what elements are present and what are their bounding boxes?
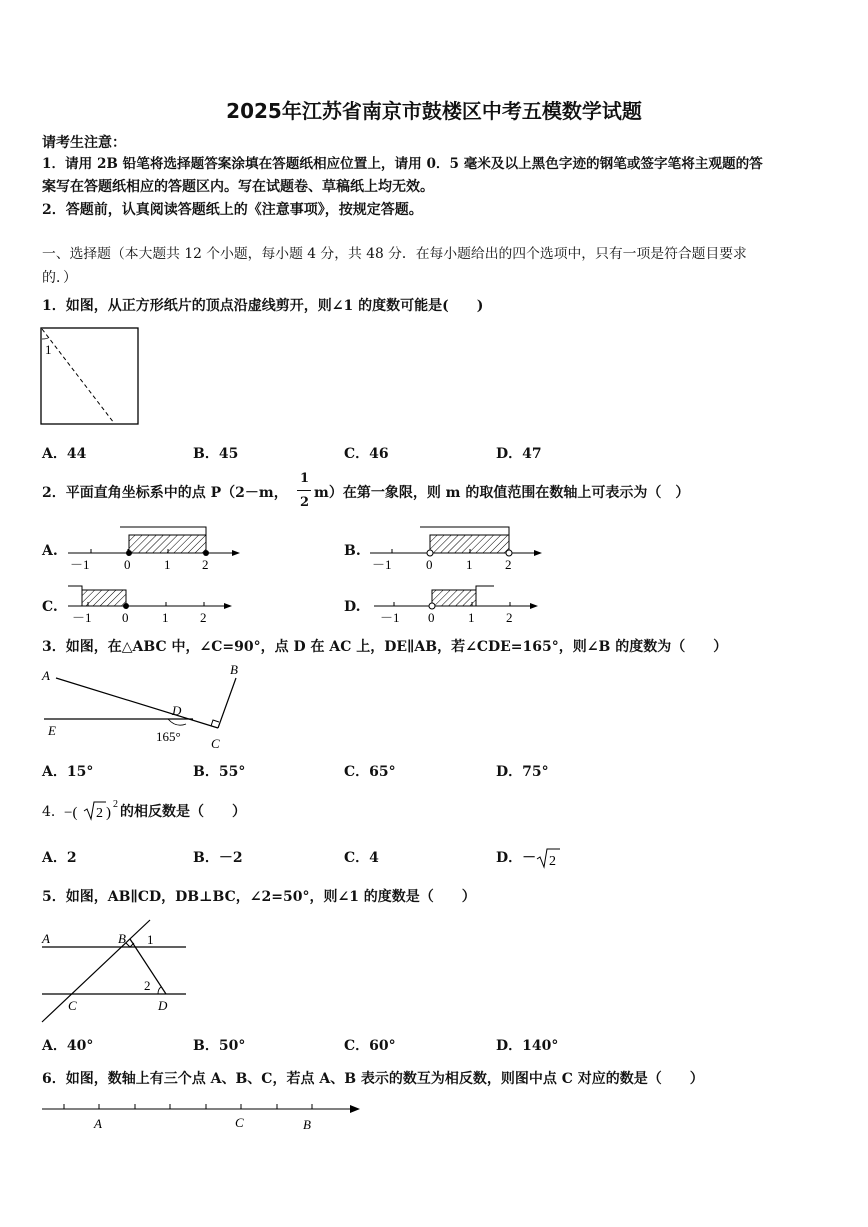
q5-option-d[interactable]: D．140° xyxy=(496,1038,559,1054)
q3-stem: 3．如图，在△ABC 中，∠C=90°，点 D 在 AC 上，DE∥AB，若∠CDE=165°，则∠B 的度数为（ ） xyxy=(42,639,728,655)
q4-option-b[interactable]: B．－2 xyxy=(193,850,243,866)
q6-label-a: A xyxy=(94,1116,102,1131)
q5-label-d: D xyxy=(158,998,168,1013)
q3-label-c: C xyxy=(211,736,220,751)
q5-stem: 5．如图，AB∥CD，DB⊥BC，∠2=50°，则∠1 的度数是（ ） xyxy=(42,889,476,905)
q3-option-a[interactable]: A．15° xyxy=(42,764,94,780)
q4-option-d-rad: 2 xyxy=(549,854,556,869)
q5-label-a: A xyxy=(42,931,50,946)
page-title: 2025年江苏省南京市鼓楼区中考五模数学试题 xyxy=(226,99,642,123)
q2-c-tick-0: 0 xyxy=(122,610,129,625)
q4-option-d-sqrt xyxy=(536,843,564,871)
q5-figure xyxy=(40,918,200,1028)
q4-option-a[interactable]: A．2 xyxy=(42,850,77,866)
q4-expr-exp: 2 xyxy=(113,799,118,810)
q2-option-d[interactable]: D. xyxy=(344,599,361,615)
q2-stem-pre: 2．平面直角坐标系中的点 P（2－m， xyxy=(42,485,288,501)
q1-stem: 1．如图，从正方形纸片的顶点沿虚线剪开，则∠1 的度数可能是( ) xyxy=(42,298,484,314)
q2-numberline-d xyxy=(366,582,546,628)
q5-option-a[interactable]: A．40° xyxy=(42,1038,94,1054)
q2-c-tick-2: 2 xyxy=(200,610,207,625)
q4-expr-rad: 2 xyxy=(96,806,103,821)
q1-figure xyxy=(40,327,142,427)
q1-option-b[interactable]: B．45 xyxy=(193,446,239,462)
q3-label-d: D xyxy=(172,703,182,718)
q2-d-tick-1: 1 xyxy=(468,610,475,625)
section-heading-line1: 一、选择题（本大题共 12 个小题，每小题 4 分，共 48 分．在每小题给出的四个选项中，只有一项是符合题目要求 xyxy=(42,246,747,262)
q5-option-c[interactable]: C．60° xyxy=(344,1038,396,1054)
q4-expression xyxy=(62,796,122,826)
q3-label-a: A xyxy=(42,668,50,683)
q4-number: 4． xyxy=(42,804,65,820)
q1-option-c[interactable]: C．46 xyxy=(344,446,389,462)
q1-option-a[interactable]: A．44 xyxy=(42,446,87,462)
q6-label-b: B xyxy=(303,1117,311,1132)
q4-option-d[interactable]: D．－ xyxy=(496,850,537,866)
q2-b-tick-2: 2 xyxy=(505,557,512,572)
q2-numberline-c xyxy=(60,582,240,628)
q4-expr-close: ) xyxy=(106,805,111,821)
q2-numberline-b xyxy=(362,525,542,575)
q3-angle-label: 165° xyxy=(156,729,181,744)
notice-item1-line1: 1．请用 2B 铅笔将选择题答案涂填在答题纸相应位置上，请用 0．5 毫米及以上黑色字迹的钢笔或签字笔将主观题的答 xyxy=(42,156,763,172)
q6-numberline xyxy=(40,1100,370,1136)
q5-label-c: C xyxy=(68,998,77,1013)
q2-a-tick-neg1: －1 xyxy=(70,557,90,572)
q2-a-tick-0: 0 xyxy=(124,557,131,572)
q1-angle-label: 1 xyxy=(45,342,52,357)
q2-a-tick-1: 1 xyxy=(164,557,171,572)
q5-option-b[interactable]: B．50° xyxy=(193,1038,246,1054)
q6-stem: 6．如图，数轴上有三个点 A、B、C，若点 A、B 表示的数互为相反数，则图中点 C 对应的数是（ ） xyxy=(42,1071,704,1087)
q1-option-d[interactable]: D．47 xyxy=(496,446,542,462)
q4-option-c[interactable]: C．4 xyxy=(344,850,379,866)
q2-c-tick-neg1: －1 xyxy=(72,610,92,625)
q3-side-ab xyxy=(40,662,260,754)
q6-label-c: C xyxy=(235,1115,244,1130)
q5-label-b: B xyxy=(118,931,126,946)
q3-option-c[interactable]: C．65° xyxy=(344,764,396,780)
q2-option-a[interactable]: A. xyxy=(42,543,58,559)
notice-item1-line2: 案写在答题纸相应的答题区内。写在试题卷、草稿纸上均无效。 xyxy=(42,179,434,195)
q2-stem-post: m）在第一象限，则 m 的取值范围在数轴上可表示为（ ） xyxy=(314,485,690,501)
q2-frac-den: 2 xyxy=(300,495,310,510)
q2-d-tick-0: 0 xyxy=(428,610,435,625)
q2-frac-num: 1 xyxy=(300,471,310,486)
q4-expr-minus: −( xyxy=(64,805,78,821)
q2-a-tick-2: 2 xyxy=(202,557,209,572)
notice-heading: 请考生注意： xyxy=(42,135,126,151)
q4-stem: 的相反数是（ ） xyxy=(120,804,246,820)
q2-numberline-a xyxy=(60,525,240,575)
q3-option-b[interactable]: B．55° xyxy=(193,764,246,780)
notice-item2: 2．答题前，认真阅读答题纸上的《注意事项》，按规定答题。 xyxy=(42,202,423,218)
q2-b-tick-0: 0 xyxy=(426,557,433,572)
q2-c-tick-1: 1 xyxy=(162,610,169,625)
q2-b-tick-1: 1 xyxy=(466,557,473,572)
q3-option-d[interactable]: D．75° xyxy=(496,764,549,780)
q3-label-b: B xyxy=(230,662,238,677)
section-heading-line2: 的．） xyxy=(42,270,77,286)
q3-label-e: E xyxy=(48,723,56,738)
q2-option-b[interactable]: B. xyxy=(344,543,361,559)
q2-d-tick-neg1: －1 xyxy=(380,610,400,625)
q2-frac-bar xyxy=(297,490,311,491)
q2-b-tick-neg1: －1 xyxy=(372,557,392,572)
q5-label-2: 2 xyxy=(144,978,151,993)
q5-label-1: 1 xyxy=(147,932,154,947)
q2-d-tick-2: 2 xyxy=(506,610,513,625)
q2-option-c[interactable]: C. xyxy=(42,599,58,615)
